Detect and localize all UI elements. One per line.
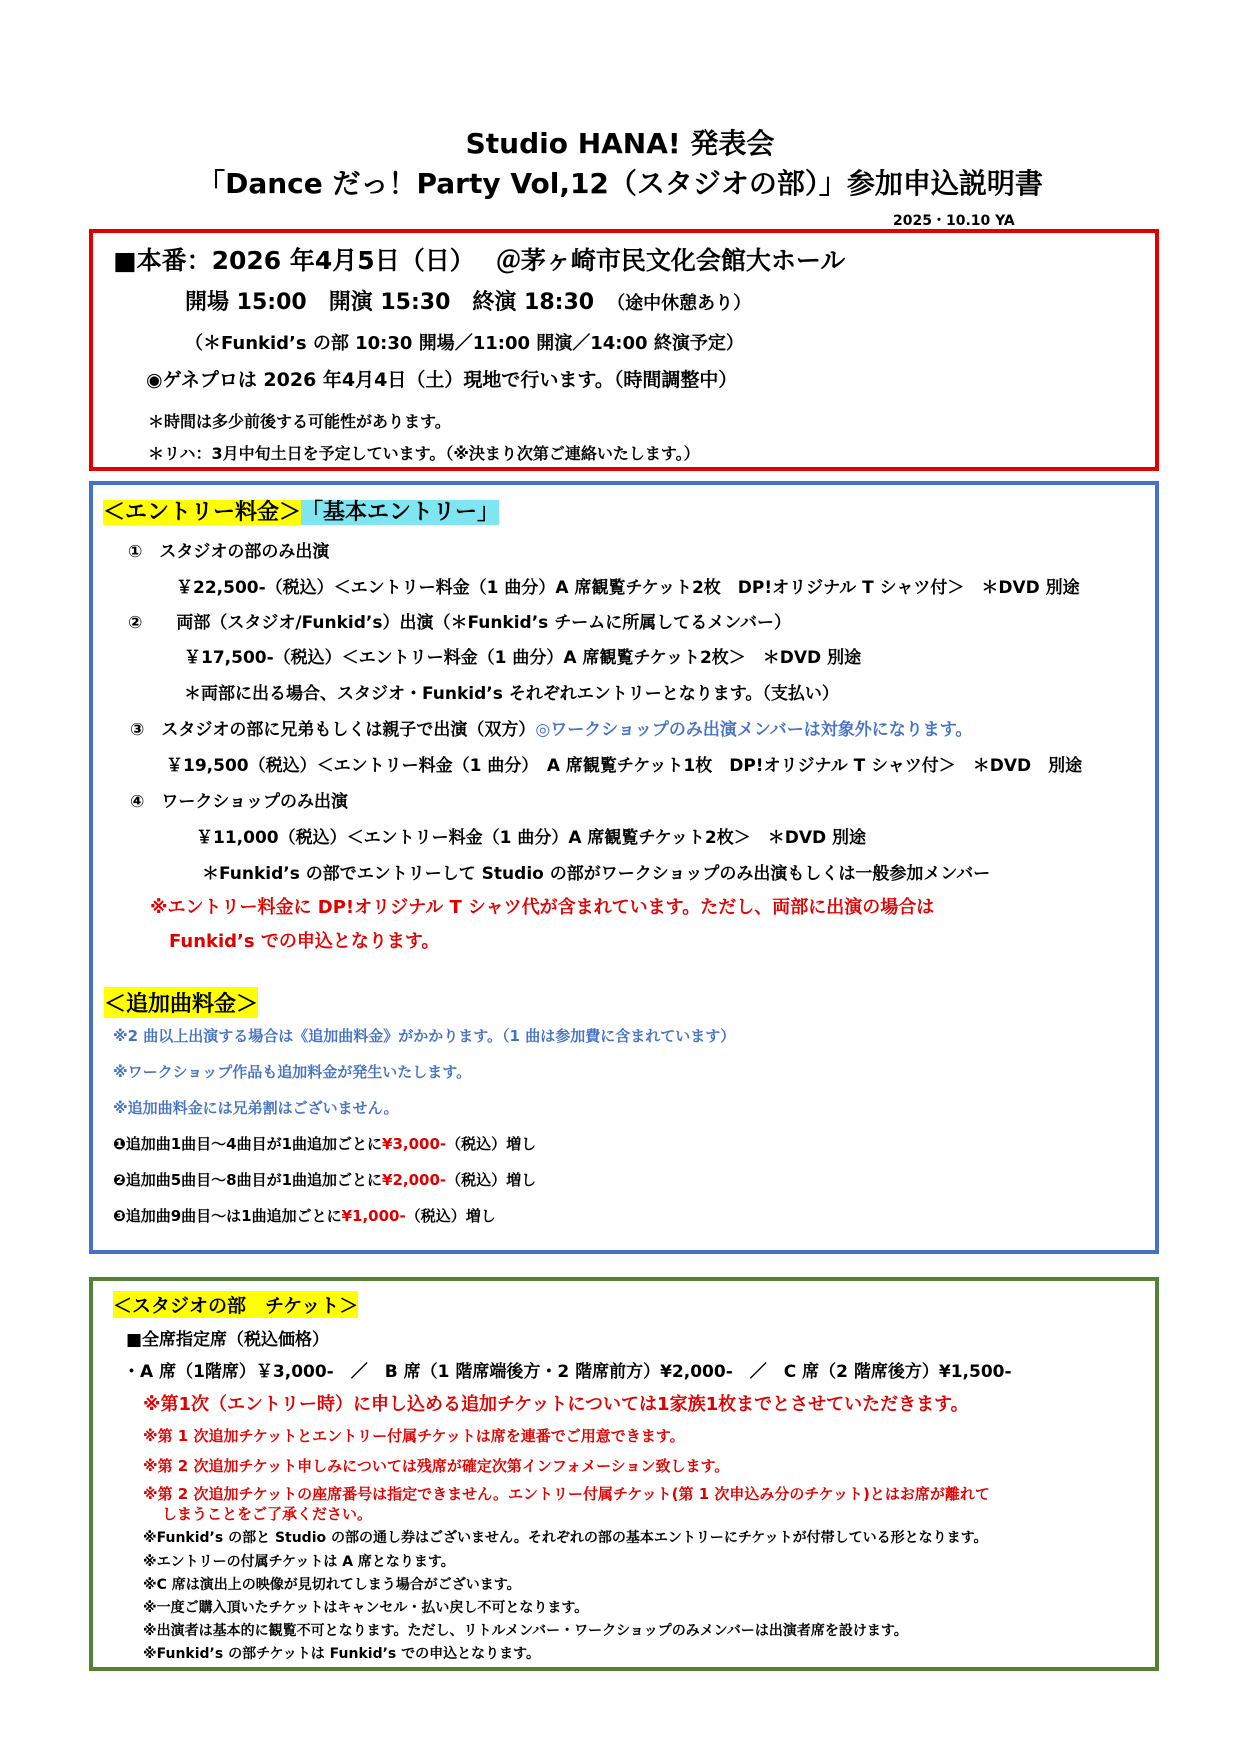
entry-heading bbox=[103, 495, 499, 526]
entry-fee-box bbox=[89, 481, 1159, 1254]
extra-fee-1-text: ❶追加曲1曲目～4曲目が1曲追加ごとに bbox=[113, 1135, 383, 1153]
gene-pro-note: ◉ゲネプロは 2026 年4月4日（土）現地で行います。（時間調整中） bbox=[146, 369, 738, 391]
ticket-note-3: ※C 席は演出上の映像が見切れてしまう場合がございます。 bbox=[143, 1577, 521, 1593]
document-date: 2025・10.10 YA bbox=[893, 213, 1015, 229]
ticket-note-2: ※エントリーの付属チケットは A 席となります。 bbox=[143, 1554, 455, 1570]
ticket-red-note-1: ※第 1 次追加チケットとエントリー付属チケットは席を連番でご用意できます。 bbox=[143, 1427, 685, 1445]
entry-item-1-price: ￥22,500-（税込）＜エントリー料金（1 曲分）A 席観覧チケット2枚 DP!オリジナル T シャツ付＞ ＊DVD 別途 bbox=[176, 578, 1080, 598]
extra-fee-2-suffix: （税込）増し bbox=[446, 1171, 537, 1189]
extra-fee-3-price: ¥1,000- bbox=[341, 1207, 406, 1225]
main-show-date-venue: ■本番：2026 年4月5日（日） ＠茅ヶ崎市民文化会館大ホール bbox=[113, 246, 846, 275]
main-show-times bbox=[185, 285, 751, 316]
extra-fee-3-text: ❸追加曲9曲目～は1曲追加ごとに bbox=[113, 1207, 342, 1225]
extra-fee-2-text: ❷追加曲5曲目～8曲目が1曲追加ごとに bbox=[113, 1171, 383, 1189]
ticket-prices: ・A 席（1階席）￥3,000- ／ B 席（1 階席端後方・2 階席前方）¥2,000- ／ C 席（2 階席後方）¥1,500- bbox=[123, 1362, 1012, 1382]
entry-item-1-title: ① スタジオの部のみ出演 bbox=[128, 542, 330, 562]
entry-item-3-title: ③ スタジオの部に兄弟もしくは親子で出演（双方） bbox=[130, 720, 536, 740]
show-times-text: 開場 15:00 開演 15:30 終演 18:30 bbox=[185, 290, 595, 315]
ticket-red-note-3b: しまうことをご了承ください。 bbox=[162, 1505, 373, 1523]
tshirt-warning-2: Funkid’s での申込となります。 bbox=[169, 931, 440, 952]
extra-fee-1 bbox=[113, 1133, 536, 1154]
extra-fee-2 bbox=[113, 1169, 536, 1190]
title-line-1: Studio HANA! 発表会 bbox=[465, 127, 775, 160]
funkids-times: （＊Funkid’s の部 10:30 開場／11:00 開演／14:00 終演予定） bbox=[185, 333, 744, 354]
extra-fee-3-suffix: （税込）増し bbox=[405, 1207, 496, 1225]
main-show-box bbox=[89, 229, 1159, 471]
entry-item-4-price: ￥11,000（税込）＜エントリー料金（1 曲分）A 席観覧チケット2枚＞ ＊DVD 別途 bbox=[196, 828, 867, 848]
basic-entry-heading: 「基本エントリー」 bbox=[301, 500, 500, 525]
rehearsal-note: ＊リハ：3月中旬土日を予定しています。（※決まり次第ご連絡いたします。） bbox=[148, 444, 700, 463]
ticket-heading: ＜スタジオの部 チケット＞ bbox=[113, 1291, 358, 1318]
extra-fee-3 bbox=[113, 1205, 496, 1226]
extra-song-note-2: ※ワークショップ作品も追加料金が発生いたします。 bbox=[113, 1063, 472, 1081]
entry-item-2-price: ￥17,500-（税込）＜エントリー料金（1 曲分）A 席観覧チケット2枚＞ ＊DVD 別途 bbox=[184, 648, 862, 668]
extra-fee-2-price: ¥2,000- bbox=[382, 1171, 447, 1189]
ticket-red-note-3a: ※第 2 次追加チケットの座席番号は指定できません。エントリー付属チケット(第 1 次申込み分のチケット)とはお席が離れて bbox=[143, 1485, 990, 1503]
extra-fee-1-price: ¥3,000- bbox=[382, 1135, 447, 1153]
entry-item-3-price: ￥19,500（税込）＜エントリー料金（1 曲分） A 席観覧チケット1枚 DP!オリジナル T シャツ付＞ ＊DVD 別途 bbox=[166, 756, 1083, 776]
ticket-note-6: ※Funkid’s の部チケットは Funkid’s での申込となります。 bbox=[143, 1646, 541, 1662]
entry-item-4-title: ④ ワークショップのみ出演 bbox=[130, 792, 349, 812]
extra-song-heading: ＜追加曲料金＞ bbox=[104, 987, 258, 1018]
tshirt-warning-1: ※エントリー料金に DP!オリジナル T シャツ代が含まれています。ただし、両部に出演の場合は bbox=[150, 897, 935, 918]
ticket-limit-warning: ※第1次（エントリー時）に申し込める追加チケットについては1家族1枚までとさせていただきます。 bbox=[143, 1394, 969, 1415]
intermission-note: （途中休憩あり） bbox=[607, 293, 752, 314]
extra-song-note-1: ※2 曲以上出演する場合は《追加曲料金》がかかります。（1 曲は参加費に含まれています） bbox=[113, 1027, 736, 1045]
ticket-box bbox=[89, 1277, 1159, 1671]
extra-song-note-3: ※追加曲料金には兄弟割はございません。 bbox=[113, 1099, 399, 1117]
entry-item-2-note: ＊両部に出る場合、スタジオ・Funkid’s それぞれエントリーとなります。（支払い） bbox=[184, 684, 839, 704]
entry-item-2-title: ② 両部（スタジオ/Funkid’s）出演（＊Funkid’s チームに所属してるメンバー） bbox=[128, 613, 792, 633]
ticket-subheading: ■全席指定席（税込価格） bbox=[126, 1330, 330, 1350]
ticket-note-1: ※Funkid’s の部と Studio の部の通し券はございません。それぞれの部の基本エントリーにチケットが付帯している形となります。 bbox=[143, 1530, 988, 1546]
ticket-red-note-2: ※第 2 次追加チケット申しみについては残席が確定次第インフォメーション致します。 bbox=[143, 1457, 730, 1475]
title-line-2: 「Dance だっ！Party Vol,12（スタジオの部）」参加申込説明書 bbox=[197, 167, 1043, 200]
entry-item-3-note: ◎ワークショップのみ出演メンバーは対象外になります。 bbox=[535, 720, 973, 740]
ticket-note-5: ※出演者は基本的に観覧不可となります。ただし、リトルメンバー・ワークショップのみメンバーは出演者席を設けます。 bbox=[143, 1623, 908, 1639]
ticket-note-4: ※一度ご購入頂いたチケットはキャンセル・払い戻し不可となります。 bbox=[143, 1600, 589, 1616]
entry-fee-heading: ＜エントリー料金＞ bbox=[103, 500, 302, 525]
extra-fee-1-suffix: （税込）増し bbox=[446, 1135, 537, 1153]
time-change-note: ＊時間は多少前後する可能性があります。 bbox=[148, 412, 451, 431]
entry-item-3-title-row bbox=[130, 715, 972, 740]
entry-item-4-note: ＊Funkid’s の部でエントリーして Studio の部がワークショップのみ出演もしくは一般参加メンバー bbox=[202, 864, 991, 884]
